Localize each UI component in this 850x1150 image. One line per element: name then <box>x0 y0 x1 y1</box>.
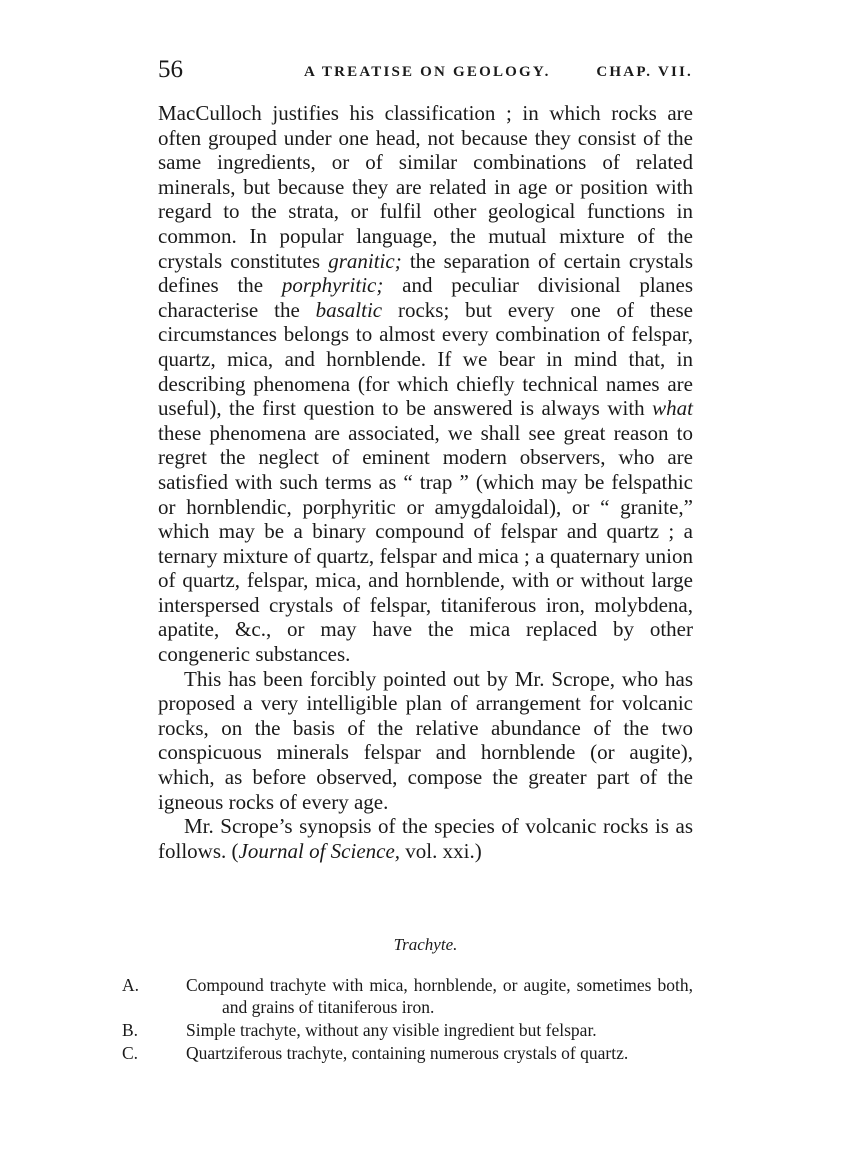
list-text: Quartziferous trachyte, containing numerous crystals of quartz. <box>186 1043 629 1063</box>
page-number: 56 <box>158 56 183 83</box>
chapter-label: CHAP. VII. <box>596 64 693 80</box>
text-run: the separation of certain crystals defines the <box>158 248 693 298</box>
text-run: This has been forcibly pointed out by Mr. Scrope, who has proposed a very intelligible plan of arrangement for volcanic rocks, on the basis of the relative abundance of the two conspicuous minerals felspar and hornblende (or augite), which, as before observed, compose the greater part of the igneous rocks of every age. <box>158 666 693 814</box>
text-run: MacCulloch justifies his classification ; in which rocks are often grouped under one head, not because they consist of the same ingredients, or of similar combinations of related minerals, but because they are related in age or position with regard to the strata, or fulfil other geological functions in common. In popular language, the mutual mixture of the crystals constitutes <box>158 101 693 273</box>
paragraph <box>158 814 693 863</box>
list-item: A. Compound trachyte with mica, hornblende, or augite, sometimes both, and grains of titaniferous iron. <box>122 975 693 1017</box>
text-run: vol. xxi.) <box>400 838 482 863</box>
list-item: B. Simple trachyte, without any visible ingredient but felspar. <box>122 1020 597 1040</box>
italic-text: Journal of Science, <box>238 838 401 863</box>
section-title: Trachyte. <box>393 935 458 954</box>
list-text: Compound trachyte with mica, hornblende, or augite, sometimes both, and grains of titaniferous iron. <box>186 975 693 1017</box>
italic-text: porphyritic; <box>281 273 384 298</box>
italic-text: granitic; <box>328 248 402 273</box>
paragraph <box>158 101 693 667</box>
italic-text: basaltic <box>315 297 383 322</box>
text-run: Mr. Scrope’s synopsis of the species of volcanic rocks is as follows. ( <box>158 814 693 863</box>
body-text <box>158 101 693 863</box>
italic-text: what <box>652 396 693 421</box>
text-run: and peculiar divisional planes characterise the <box>158 273 693 322</box>
text-run: these phenomena are associated, we shall see great reason to regret the neglect of eminent modern observers, who are satisfied with such terms as “ trap ” (which may be felspathic or hornblendic, porphyritic or amygdaloidal), or “ granite,” which may be a binary compound of felspar and quartz ; a ternary mixture of quartz, felspar and mica ; a quaternary union of quartz, felspar, mica, and hornblende, with or without large interspersed crystals of felspar, titaniferous iron, molybdena, apatite, &c., or may have the mica replaced by other congeneric substances. <box>158 420 693 667</box>
list-item: C. Quartziferous trachyte, containing numerous crystals of quartz. <box>122 1043 629 1063</box>
trachyte-list <box>122 974 693 1065</box>
page-header <box>158 52 693 86</box>
running-title: A TREATISE ON GEOLOGY. <box>304 64 551 80</box>
text-run: rocks; but every one of these circumstances belongs to almost every combination of felspar, quartz, mica, and hornblende. If we bear in mind that, in describing phenomena (for which chiefly technical names are useful), the first question to be answered is always with <box>158 297 693 421</box>
paragraph <box>158 667 693 815</box>
list-text: Simple trachyte, without any visible ingredient but felspar. <box>186 1020 597 1040</box>
